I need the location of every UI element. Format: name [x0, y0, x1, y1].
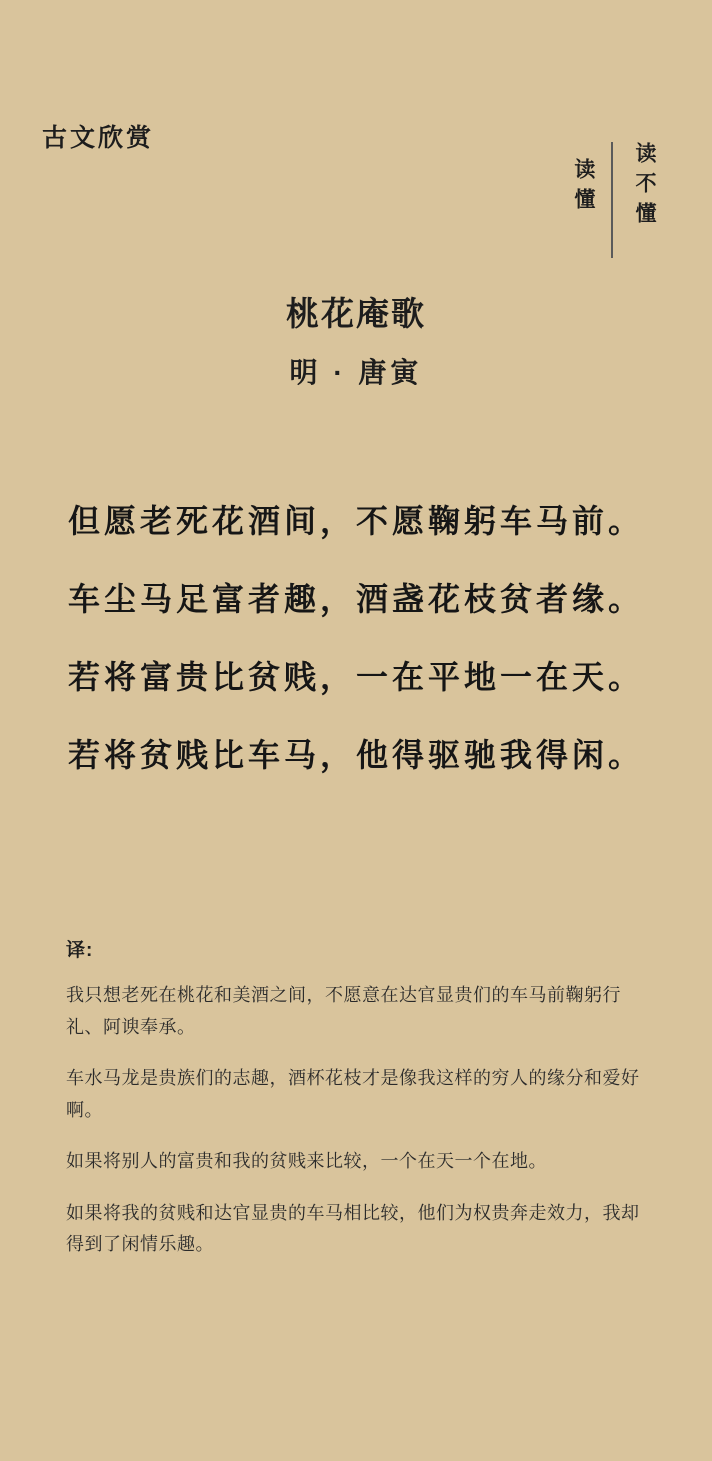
header	[42, 118, 670, 288]
translation-paragraph: 车水马龙是贵族们的志趣，酒杯花枝才是像我这样的穷人的缘分和爱好啊。	[66, 1068, 640, 1120]
poem-line: 若将贫贱比车马，他得驱驰我得闲。	[67, 737, 644, 773]
poem-line: 但愿老死花酒间，不愿鞠躬车马前。	[67, 503, 644, 539]
translation-section	[66, 935, 648, 1261]
poem-line: 若将富贵比贫贱，一在平地一在天。	[67, 659, 644, 695]
brand-title: 古文欣赏	[42, 124, 155, 152]
vertical-logo-right-column: 读不懂	[633, 142, 656, 232]
vertical-divider	[611, 142, 613, 258]
translation-paragraph: 我只想老死在桃花和美酒之间，不愿意在达官显贵们的车马前鞠躬行礼、阿谀奉承。	[66, 985, 621, 1037]
title-block	[0, 292, 712, 391]
poem-author: 明 · 唐寅	[289, 356, 423, 388]
translation-paragraph: 如果将别人的富贵和我的贫贱来比较，一个在天一个在地。	[66, 1151, 547, 1171]
page-title: 桃花庵歌	[286, 295, 426, 332]
poem-body	[0, 505, 712, 771]
vertical-logo-left-column: 读懂	[571, 158, 595, 218]
translation-label: 译:	[66, 940, 94, 961]
vertical-logo	[572, 142, 656, 258]
poem-line: 车尘马足富者趣，酒盏花枝贫者缘。	[67, 581, 644, 617]
translation-paragraph: 如果将我的贫贱和达官显贵的车马相比较，他们为权贵奔走效力，我却得到了闲情乐趣。	[66, 1202, 640, 1254]
